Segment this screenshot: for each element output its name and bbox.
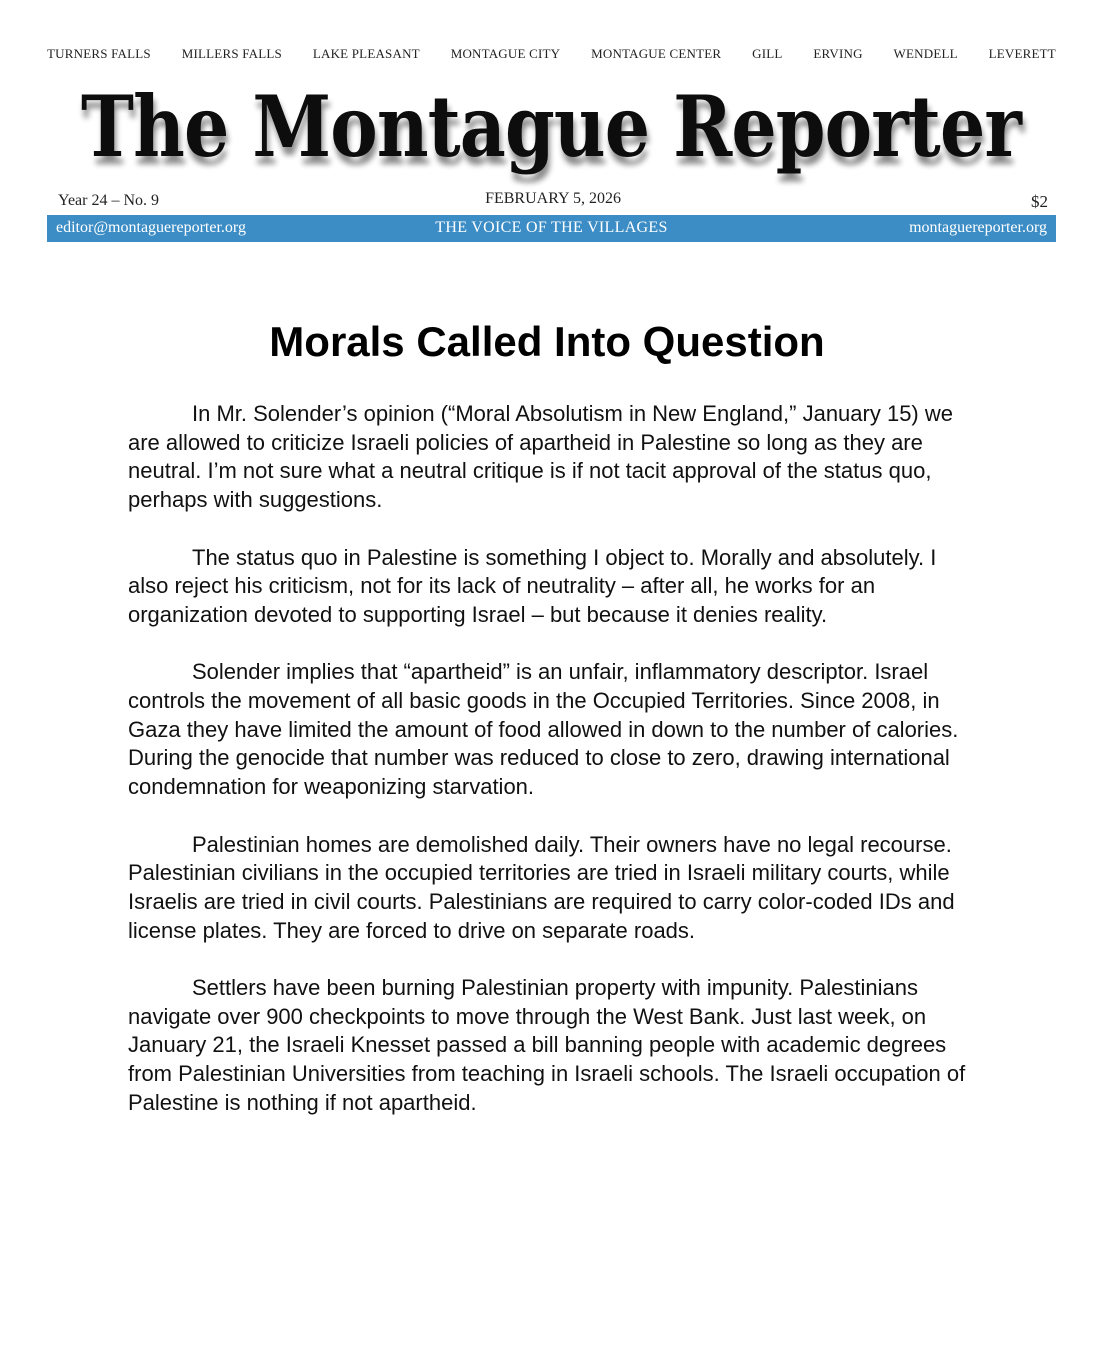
town-name: MONTAGUE CITY	[450, 46, 561, 61]
article-body	[128, 400, 968, 1146]
tagline: THE VOICE OF THE VILLAGES	[435, 219, 668, 236]
article-paragraph: The status quo in Palestine is something I object to. Morally and absolutely. I also reject his criticism, not for its lack of neutrality – after all, he works for an organization devoted to supporting Israel – but because it denies reality.	[128, 544, 937, 627]
town-name: MILLERS FALLS	[181, 46, 282, 61]
town-list	[47, 46, 1056, 62]
cover-price: $2	[1031, 192, 1048, 211]
contact-bar	[47, 215, 1056, 242]
town-name: LEVERETT	[988, 46, 1056, 61]
town-name: GILL	[752, 46, 783, 61]
issue-info-line	[58, 190, 1048, 212]
town-name: MONTAGUE CENTER	[591, 46, 722, 61]
article-paragraph: In Mr. Solender’s opinion (“Moral Absolutism in New England,” January 15) we are allowed to criticize Israeli policies of apartheid in Palestine so long as they are neutral. I’m not sure what a neutral critique is if not tacit approval of the status quo, perhaps with suggestions.	[128, 401, 953, 513]
town-name: ERVING	[813, 46, 863, 61]
masthead-title: The Montague Reporter	[81, 77, 1024, 176]
masthead-logo	[47, 77, 1056, 192]
editor-email-link[interactable]: editor@montaguereporter.org	[56, 219, 246, 236]
town-name: LAKE PLEASANT	[312, 46, 420, 61]
article-paragraph: Palestinian homes are demolished daily. Their owners have no legal recourse. Palestinian civilians in the occupied territories are tried in Israeli military courts, while Israelis are tried in civil courts. Palestinians are required to carry color-coded IDs and license plates. They are forced to drive on separate roads.	[128, 831, 955, 943]
article-headline: Morals Called Into Question	[269, 318, 825, 365]
article-paragraph: Solender implies that “apartheid” is an unfair, inflammatory descriptor. Israel controls the movement of all basic goods in the Occupied Territories. Since 2008, in Gaza they have limited the amount of food allowed in down to the number of calories. During the genocide that number was reduced to close to zero, drawing international condemnation for weaponizing starvation.	[128, 659, 959, 800]
town-name: WENDELL	[893, 46, 958, 61]
newspaper-masthead	[47, 77, 1056, 192]
issue-number: Year 24 – No. 9	[58, 192, 160, 209]
website-link[interactable]: montaguereporter.org	[909, 219, 1047, 236]
issue-date: FEBRUARY 5, 2026	[485, 190, 621, 207]
town-name: TURNERS FALLS	[47, 46, 151, 61]
article-paragraph: Settlers have been burning Palestinian property with impunity. Palestinians navigate over 900 checkpoints to move through the West Bank. Just last week, on January 21, the Israeli Knesset passed a bill banning people with academic degrees from Palestinian Universities from teaching in Israeli schools. The Israeli occupation of Palestine is nothing if not apartheid.	[128, 975, 966, 1115]
